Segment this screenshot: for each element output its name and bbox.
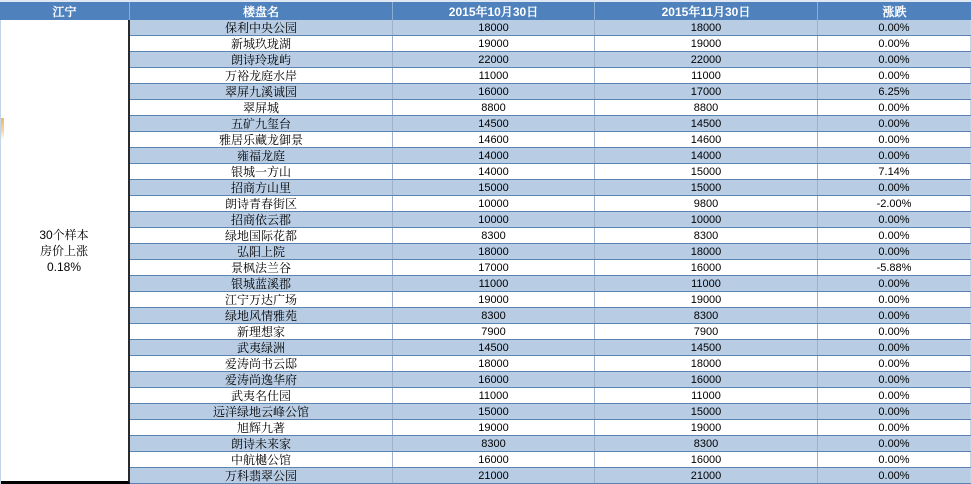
property-name-cell[interactable]: 雍福龙庭 [130,148,393,163]
table-row [130,404,971,420]
price-nov-cell[interactable]: 15000 [595,404,818,419]
price-oct-cell[interactable]: 17000 [393,260,595,275]
change-cell[interactable]: 0.00% [818,100,971,115]
change-cell[interactable]: 0.00% [818,324,971,339]
table-row [130,36,971,52]
table-row [130,148,971,164]
price-nov-cell[interactable]: 11000 [595,388,818,403]
change-cell[interactable]: 0.00% [818,452,971,467]
price-oct-cell[interactable]: 16000 [393,372,595,387]
change-cell[interactable]: 7.14% [818,164,971,179]
price-nov-cell[interactable]: 7900 [595,324,818,339]
table-row [130,308,971,324]
price-oct-cell[interactable]: 15000 [393,404,595,419]
price-nov-cell[interactable]: 9800 [595,196,818,211]
header-cell-date-oct[interactable]: 2015年10月30日 [393,2,595,20]
summary-percent: 0.18% [46,259,82,274]
property-name-cell[interactable]: 招商方山里 [130,180,393,195]
change-cell[interactable]: 0.00% [818,68,971,83]
property-name-cell[interactable]: 万科翡翠公园 [130,468,393,483]
price-nov-cell[interactable]: 14000 [595,148,818,163]
change-cell[interactable]: -2.00% [818,196,971,211]
price-nov-cell[interactable]: 14500 [595,340,818,355]
property-name-cell[interactable]: 景枫法兰谷 [130,260,393,275]
property-name-cell[interactable]: 爱涛尚书云邸 [130,356,393,371]
data-rows [130,20,971,484]
change-cell[interactable]: 0.00% [818,228,971,243]
change-cell[interactable]: 0.00% [818,276,971,291]
price-nov-cell[interactable]: 14500 [595,116,818,131]
table-row [130,276,971,292]
price-nov-cell[interactable]: 16000 [595,452,818,467]
price-nov-cell[interactable]: 8800 [595,100,818,115]
price-oct-cell[interactable]: 14000 [393,148,595,163]
price-oct-cell[interactable]: 19000 [393,292,595,307]
price-oct-cell[interactable]: 16000 [393,452,595,467]
property-name-cell[interactable]: 银城蓝溪郡 [130,276,393,291]
property-name-cell[interactable]: 朗诗玲珑屿 [130,52,393,67]
change-cell[interactable]: 0.00% [818,468,971,483]
price-nov-cell[interactable]: 17000 [595,84,818,99]
property-name-cell[interactable]: 江宁万达广场 [130,292,393,307]
property-name-cell[interactable]: 翠屏城 [130,100,393,115]
change-cell[interactable]: 0.00% [818,20,971,35]
price-nov-cell[interactable]: 19000 [595,36,818,51]
price-oct-cell[interactable]: 19000 [393,420,595,435]
property-name-cell[interactable]: 弘阳上院 [130,244,393,259]
price-oct-cell[interactable]: 11000 [393,388,595,403]
change-cell[interactable]: 0.00% [818,420,971,435]
price-oct-cell[interactable]: 14500 [393,340,595,355]
property-name-cell[interactable]: 新理想家 [130,324,393,339]
change-cell[interactable]: 6.25% [818,84,971,99]
table-row [130,180,971,196]
price-oct-cell[interactable]: 11000 [393,68,595,83]
price-nov-cell[interactable]: 16000 [595,260,818,275]
property-name-cell[interactable]: 远洋绿地云峰公馆 [130,404,393,419]
price-nov-cell[interactable]: 18000 [595,244,818,259]
table-row [130,356,971,372]
property-name-cell[interactable]: 雅居乐藏龙御景 [130,132,393,147]
change-cell[interactable]: 0.00% [818,340,971,355]
price-oct-cell[interactable]: 10000 [393,196,595,211]
price-nov-cell[interactable]: 14600 [595,132,818,147]
price-oct-cell[interactable]: 22000 [393,52,595,67]
table-row [130,260,971,276]
change-cell[interactable]: 0.00% [818,148,971,163]
region-summary-cell[interactable] [0,20,130,484]
price-nov-cell[interactable]: 15000 [595,164,818,179]
price-oct-cell[interactable]: 8300 [393,436,595,451]
change-cell[interactable]: 0.00% [818,132,971,147]
table-row [130,100,971,116]
change-cell[interactable]: 0.00% [818,52,971,67]
price-nov-cell[interactable]: 19000 [595,292,818,307]
price-oct-cell[interactable]: 14500 [393,116,595,131]
table-header-row [0,2,971,20]
property-name-cell[interactable]: 中航樾公馆 [130,452,393,467]
table-row [130,340,971,356]
table-row [130,244,971,260]
change-cell[interactable]: 0.00% [818,372,971,387]
price-nov-cell[interactable]: 15000 [595,180,818,195]
change-cell[interactable]: 0.00% [818,292,971,307]
price-oct-cell[interactable]: 7900 [393,324,595,339]
change-cell[interactable]: 0.00% [818,244,971,259]
table-row [130,20,971,36]
property-name-cell[interactable]: 旭辉九著 [130,420,393,435]
price-oct-cell[interactable]: 18000 [393,356,595,371]
change-cell[interactable]: 0.00% [818,436,971,451]
table-row [130,196,971,212]
table-row [130,436,971,452]
property-name-cell[interactable]: 保利中央公园 [130,20,393,35]
change-cell[interactable]: 0.00% [818,308,971,323]
table-row [130,68,971,84]
property-name-cell[interactable]: 招商依云郡 [130,212,393,227]
table-row [130,212,971,228]
price-oct-cell[interactable]: 10000 [393,212,595,227]
price-nov-cell[interactable]: 8300 [595,436,818,451]
change-cell[interactable]: 0.00% [818,356,971,371]
price-oct-cell[interactable]: 15000 [393,180,595,195]
table-row [130,84,971,100]
table-row [130,228,971,244]
price-nov-cell[interactable]: 21000 [595,468,818,483]
property-name-cell[interactable]: 翠屏九溪诚园 [130,84,393,99]
price-oct-cell[interactable]: 16000 [393,84,595,99]
header-cell-region[interactable]: 江宁 [0,2,130,20]
property-name-cell[interactable]: 爱涛尚逸华府 [130,372,393,387]
table-row [130,116,971,132]
price-oct-cell[interactable]: 18000 [393,244,595,259]
summary-trend-label: 房价上涨 [39,243,88,258]
table-row [130,452,971,468]
property-name-cell[interactable]: 朗诗未来家 [130,436,393,451]
price-oct-cell[interactable]: 21000 [393,468,595,483]
summary-sample-count: 30个样本 [39,227,89,242]
price-oct-cell[interactable]: 14000 [393,164,595,179]
property-name-cell[interactable]: 绿地风情雅苑 [130,308,393,323]
property-name-cell[interactable]: 绿地国际花都 [130,228,393,243]
price-nov-cell[interactable]: 18000 [595,20,818,35]
change-cell[interactable]: -5.88% [818,260,971,275]
price-oct-cell[interactable]: 8300 [393,228,595,243]
table-row [130,292,971,308]
table-row [130,372,971,388]
header-cell-date-nov[interactable]: 2015年11月30日 [595,2,818,20]
price-nov-cell[interactable]: 16000 [595,372,818,387]
table-body [0,20,971,484]
table-row [130,468,971,484]
price-nov-cell[interactable]: 19000 [595,420,818,435]
table-row [130,420,971,436]
property-name-cell[interactable]: 武夷绿洲 [130,340,393,355]
table-row [130,324,971,340]
price-nov-cell[interactable]: 8300 [595,308,818,323]
property-name-cell[interactable]: 五矿九玺台 [130,116,393,131]
change-cell[interactable]: 0.00% [818,404,971,419]
property-name-cell[interactable]: 朗诗青春街区 [130,196,393,211]
header-cell-property[interactable]: 楼盘名 [130,2,393,20]
price-nov-cell[interactable]: 8300 [595,228,818,243]
price-oct-cell[interactable]: 14600 [393,132,595,147]
price-nov-cell[interactable]: 11000 [595,276,818,291]
price-oct-cell[interactable]: 19000 [393,36,595,51]
header-cell-change[interactable]: 涨跌 [882,4,907,19]
property-name-cell[interactable]: 新城玖珑湖 [130,36,393,51]
property-name-cell[interactable]: 万裕龙庭水岸 [130,68,393,83]
table-row [130,388,971,404]
price-nov-cell[interactable]: 11000 [595,68,818,83]
price-nov-cell[interactable]: 10000 [595,212,818,227]
table-row [130,52,971,68]
change-cell[interactable]: 0.00% [818,116,971,131]
table-row [130,132,971,148]
price-oct-cell[interactable]: 18000 [393,20,595,35]
price-oct-cell[interactable]: 11000 [393,276,595,291]
price-oct-cell[interactable]: 8800 [393,100,595,115]
price-oct-cell[interactable]: 8300 [393,308,595,323]
change-cell[interactable]: 0.00% [818,212,971,227]
change-cell[interactable]: 0.00% [818,180,971,195]
price-nov-cell[interactable]: 18000 [595,356,818,371]
change-cell[interactable]: 0.00% [818,388,971,403]
change-cell[interactable]: 0.00% [818,36,971,51]
property-name-cell[interactable]: 银城一方山 [130,164,393,179]
price-nov-cell[interactable]: 22000 [595,52,818,67]
table-row [130,164,971,180]
property-name-cell[interactable]: 武夷名仕园 [130,388,393,403]
